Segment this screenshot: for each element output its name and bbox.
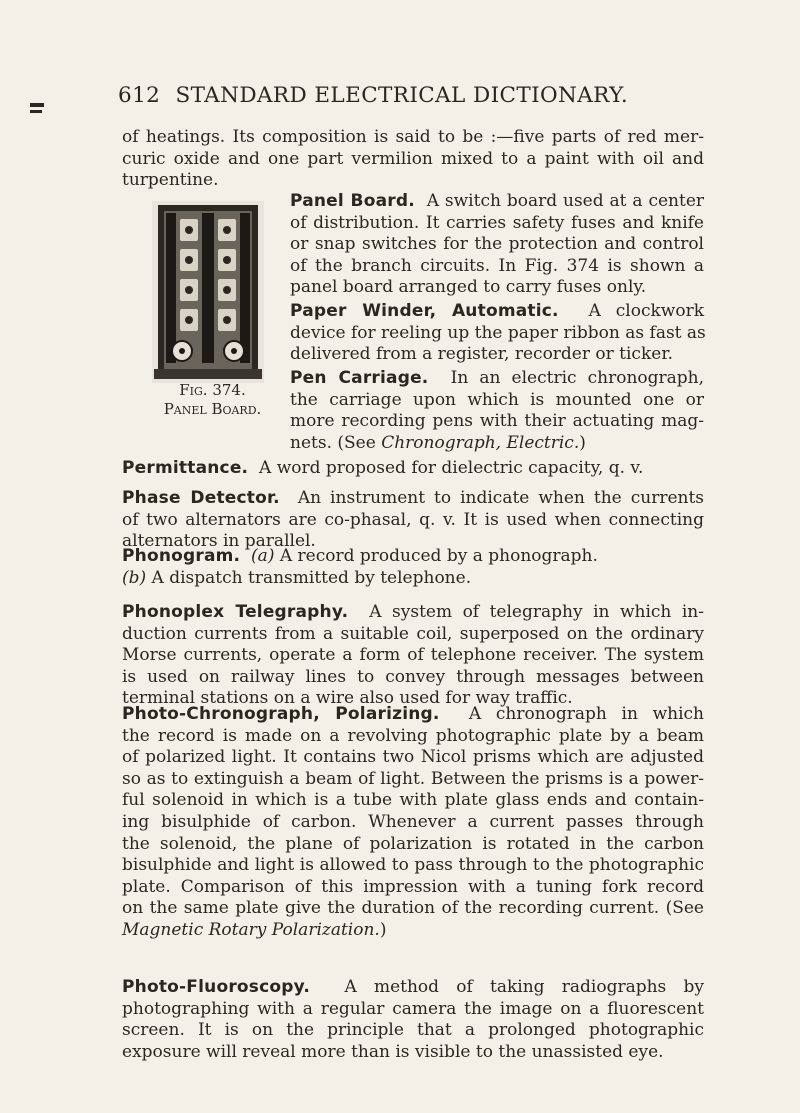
text-line: screen. It is on the principle that a prolonged photographic xyxy=(122,1020,704,1041)
entry-phonogram xyxy=(122,546,704,589)
text-line: of distribution. It carries safety fuses and knife xyxy=(290,212,704,233)
intro-paragraph xyxy=(122,127,704,192)
text-line: A system of telegraphy in which in- xyxy=(369,602,704,622)
text-line: A record produced by a phonograph. xyxy=(274,546,598,566)
entry-panel-board xyxy=(290,191,704,299)
margin-mark xyxy=(30,110,42,113)
text-line: more recording pens with their actuating mag- xyxy=(290,411,704,432)
panel-board-illustration xyxy=(152,201,264,383)
text-line: panel board arranged to carry fuses only. xyxy=(290,277,647,298)
page-number: 612 xyxy=(118,83,161,108)
text-line: ) xyxy=(579,432,586,453)
text-line: the carriage upon which is mounted one or xyxy=(290,389,704,410)
headword: Phase Detector. xyxy=(122,488,280,508)
text-line: nets. (See xyxy=(290,432,382,453)
text-line: bisulphide and light is allowed to pass through to the photographic xyxy=(122,855,704,876)
text-line: A clockwork xyxy=(588,301,704,321)
text-line: Morse currents, operate a form of telephone receiver. The system xyxy=(122,645,704,666)
text-line: of the branch circuits. In Fig. 374 is shown a xyxy=(290,255,704,276)
text-line: delivered from a register, recorder or ticker. xyxy=(290,344,673,365)
text-line: A switch board used at a center xyxy=(426,191,705,211)
text-line: A dispatch transmitted by telephone. xyxy=(146,567,472,588)
entry-phonoplex-telegraphy xyxy=(122,602,704,710)
text-line: ing bisulphide of carbon. Whenever a current passes through xyxy=(122,811,704,832)
running-title: STANDARD ELECTRICAL DICTIONARY. xyxy=(175,83,629,108)
text-line: the record is made on a revolving photographic plate by a beam xyxy=(122,725,704,746)
text-line: alternators in parallel. xyxy=(122,531,316,552)
text-line: is used on railway lines to convey through messages between xyxy=(122,666,704,687)
headword: Permittance. xyxy=(122,458,249,478)
entry-pen-carriage xyxy=(290,368,704,454)
running-header xyxy=(118,83,758,108)
figure-caption xyxy=(140,381,285,419)
cross-reference: Magnetic Rotary Polarization. xyxy=(122,919,380,940)
text-line: on the same plate give the duration of the recording current. (See xyxy=(122,898,704,919)
text-line: curic oxide and one part vermilion mixed to a paint with oil and xyxy=(122,148,704,169)
headword: Paper Winder, Automatic. xyxy=(290,301,559,321)
text-line: terminal stations on a wire also used for way traffic. xyxy=(122,688,573,709)
text-line: the solenoid, the plane of polarization is rotated in the carbon xyxy=(122,833,704,854)
entry-photo-chronograph xyxy=(122,704,704,942)
headword: Pen Carriage. xyxy=(290,368,429,388)
cross-reference: Chronograph, Electric. xyxy=(381,432,580,453)
figure-title: Panel Board. xyxy=(163,400,262,418)
text-line: turpentine. xyxy=(122,170,219,191)
text-line: plate. Comparison of this impression with a tuning fork record xyxy=(122,876,704,897)
text-line: exposure will reveal more than is visible to the unassisted eye. xyxy=(122,1041,664,1062)
text-line: ) xyxy=(379,919,387,940)
text-line: A method of taking radiographs by xyxy=(344,977,704,997)
text-line: A chronograph in which xyxy=(468,704,704,724)
headword: Photo-Chronograph, Polarizing. xyxy=(122,704,440,724)
headword: Phonoplex Telegraphy. xyxy=(122,602,349,622)
headword: Photo-Fluoroscopy. xyxy=(122,977,311,997)
entry-phase-detector xyxy=(122,488,704,553)
text-line: A word proposed for dielectric capacity, q. v. xyxy=(259,458,644,478)
text-line: so as to extinguish a beam of light. Between the prisms is a power- xyxy=(122,768,704,789)
sense-marker: (b) xyxy=(122,567,147,588)
sense-marker: (a) xyxy=(251,546,275,566)
headword: Phonogram. xyxy=(122,546,241,566)
entry-permittance xyxy=(122,458,704,480)
figure-number: Fig. 374. xyxy=(179,381,246,399)
text-line: device for reeling up the paper ribbon as fast as xyxy=(290,322,706,343)
text-line: ful solenoid in which is a tube with plate glass ends and contain- xyxy=(122,790,704,811)
entry-paper-winder xyxy=(290,301,704,366)
text-line: An instrument to indicate when the currents xyxy=(297,488,705,508)
headword: Panel Board. xyxy=(290,191,415,211)
margin-mark xyxy=(30,103,44,107)
text-line: In an electric chronograph, xyxy=(450,368,705,388)
text-line: or snap switches for the protection and control xyxy=(290,234,704,255)
text-line: of polarized light. It contains two Nicol prisms which are adjusted xyxy=(122,747,704,768)
entry-photo-fluoroscopy xyxy=(122,977,704,1063)
text-line: of two alternators are co-phasal, q. v. It is used when connecting xyxy=(122,509,704,530)
text-line: of heatings. Its composition is said to be :—five parts of red mer- xyxy=(122,127,704,147)
text-line: duction currents from a suitable coil, superposed on the ordinary xyxy=(122,623,704,644)
text-line: photographing with a regular camera the image on a fluorescent xyxy=(122,998,704,1019)
